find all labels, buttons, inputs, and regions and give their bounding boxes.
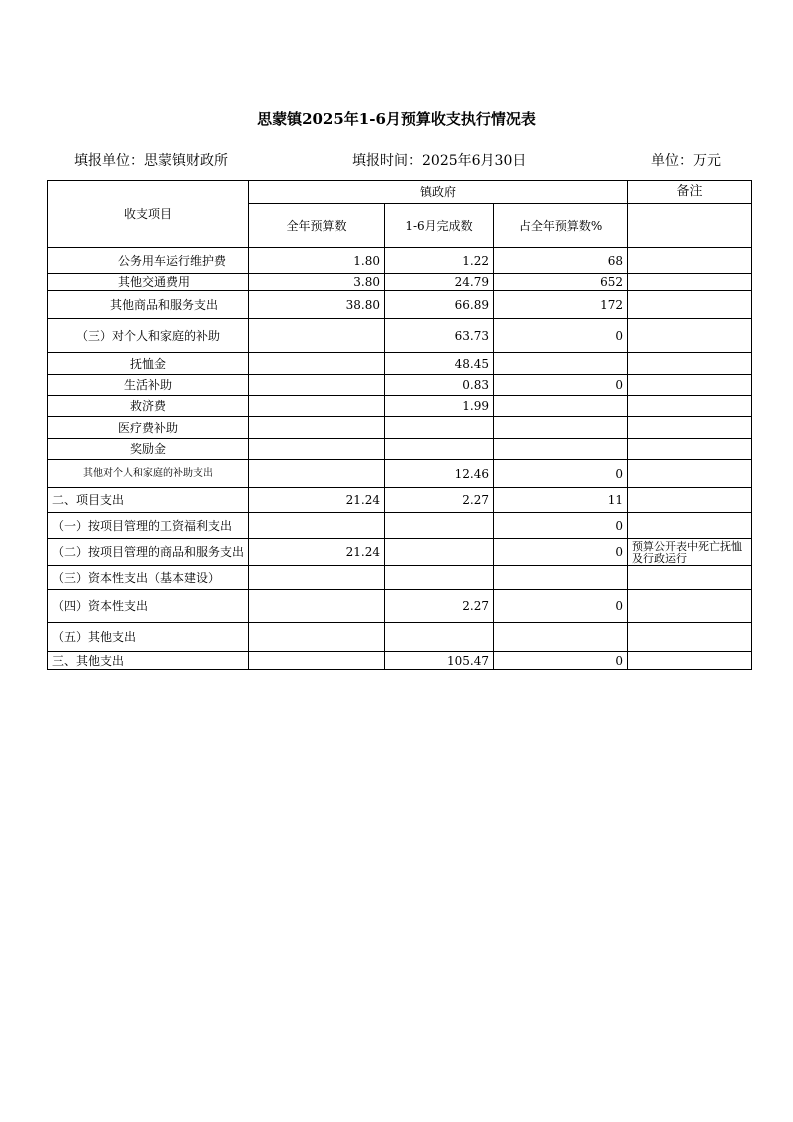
table-row [48,319,752,353]
row-ratio: 0 [494,539,628,566]
row-note [628,353,752,375]
table-row [48,375,752,396]
row-note: 预算公开表中死亡抚恤及行政运行 [628,539,752,566]
row-ratio [494,417,628,439]
row-ratio: 652 [494,274,628,291]
row-budget [249,623,385,652]
row-note [628,396,752,417]
filing-time: 填报时间：2025年6月30日 [352,153,527,169]
row-note [628,460,752,488]
row-name: （四）资本性支出 [48,590,249,623]
budget-table [47,180,752,670]
table-row [48,248,752,274]
header-ratio: 占全年预算数% [494,204,628,248]
row-done [385,439,494,460]
row-ratio [494,353,628,375]
row-name: 三、其他支出 [48,652,249,670]
row-done: 12.46 [385,460,494,488]
report-title: 思蒙镇2025年1-6月预算收支执行情况表 [257,110,536,128]
row-budget: 1.80 [249,248,385,274]
row-note [628,623,752,652]
row-ratio [494,396,628,417]
table-row [48,460,752,488]
table-row [48,513,752,539]
row-name: 生活补助 [48,375,249,396]
header-note: 备注 [628,181,752,204]
table-row [48,274,752,291]
row-budget [249,652,385,670]
table-row [48,488,752,513]
row-ratio: 172 [494,291,628,319]
row-done: 63.73 [385,319,494,353]
row-budget [249,417,385,439]
row-note [628,590,752,623]
row-done [385,566,494,590]
row-name: 抚恤金 [48,353,249,375]
row-budget [249,590,385,623]
row-budget [249,439,385,460]
row-done [385,623,494,652]
row-note [628,566,752,590]
row-name: 其他对个人和家庭的补助支出 [48,460,249,488]
row-name: （三）对个人和家庭的补助 [48,319,249,353]
row-budget: 21.24 [249,539,385,566]
table-row [48,396,752,417]
header-note-blank [628,204,752,248]
row-note [628,488,752,513]
row-ratio: 0 [494,375,628,396]
row-done: 0.83 [385,375,494,396]
row-done: 105.47 [385,652,494,670]
table-row [48,566,752,590]
row-note [628,319,752,353]
row-done [385,417,494,439]
row-note [628,652,752,670]
row-done [385,539,494,566]
row-done: 1.99 [385,396,494,417]
table-row [48,623,752,652]
row-budget [249,319,385,353]
filing-unit: 填报单位：思蒙镇财政所 [74,153,228,169]
row-ratio: 11 [494,488,628,513]
header-budget: 全年预算数 [249,204,385,248]
row-done: 24.79 [385,274,494,291]
row-done: 2.27 [385,488,494,513]
row-budget [249,375,385,396]
row-name: （一）按项目管理的工资福利支出 [48,513,249,539]
row-done: 1.22 [385,248,494,274]
table-row [48,539,752,566]
row-name: 奖励金 [48,439,249,460]
row-ratio: 68 [494,248,628,274]
table-row [48,590,752,623]
row-note [628,274,752,291]
header-done: 1-6月完成数 [385,204,494,248]
row-budget: 21.24 [249,488,385,513]
row-budget [249,566,385,590]
row-ratio: 0 [494,513,628,539]
row-done: 66.89 [385,291,494,319]
header-item: 收支项目 [48,181,249,248]
row-note [628,513,752,539]
row-ratio [494,566,628,590]
row-name: 医疗费补助 [48,417,249,439]
money-unit: 单位：万元 [651,153,721,169]
row-note [628,248,752,274]
row-budget [249,513,385,539]
row-ratio: 0 [494,319,628,353]
row-ratio: 0 [494,652,628,670]
header-group: 镇政府 [249,181,628,204]
row-done: 2.27 [385,590,494,623]
table-row [48,291,752,319]
row-name: 其他交通费用 [48,274,249,291]
row-name: （五）其他支出 [48,623,249,652]
row-note [628,417,752,439]
row-name: （二）按项目管理的商品和服务支出 [48,539,249,566]
row-name: 其他商品和服务支出 [48,291,249,319]
table-row [48,417,752,439]
row-name: 救济费 [48,396,249,417]
row-done: 48.45 [385,353,494,375]
row-budget [249,460,385,488]
table-row [48,353,752,375]
row-name: 公务用车运行维护费 [48,248,249,274]
row-budget: 3.80 [249,274,385,291]
row-note [628,439,752,460]
row-note [628,375,752,396]
row-ratio: 0 [494,460,628,488]
row-name: （三）资本性支出（基本建设） [48,566,249,590]
row-budget [249,396,385,417]
row-budget: 38.80 [249,291,385,319]
table-row [48,652,752,670]
row-ratio [494,439,628,460]
row-name: 二、项目支出 [48,488,249,513]
row-note [628,291,752,319]
row-done [385,513,494,539]
row-budget [249,353,385,375]
row-ratio: 0 [494,590,628,623]
table-row [48,439,752,460]
row-ratio [494,623,628,652]
